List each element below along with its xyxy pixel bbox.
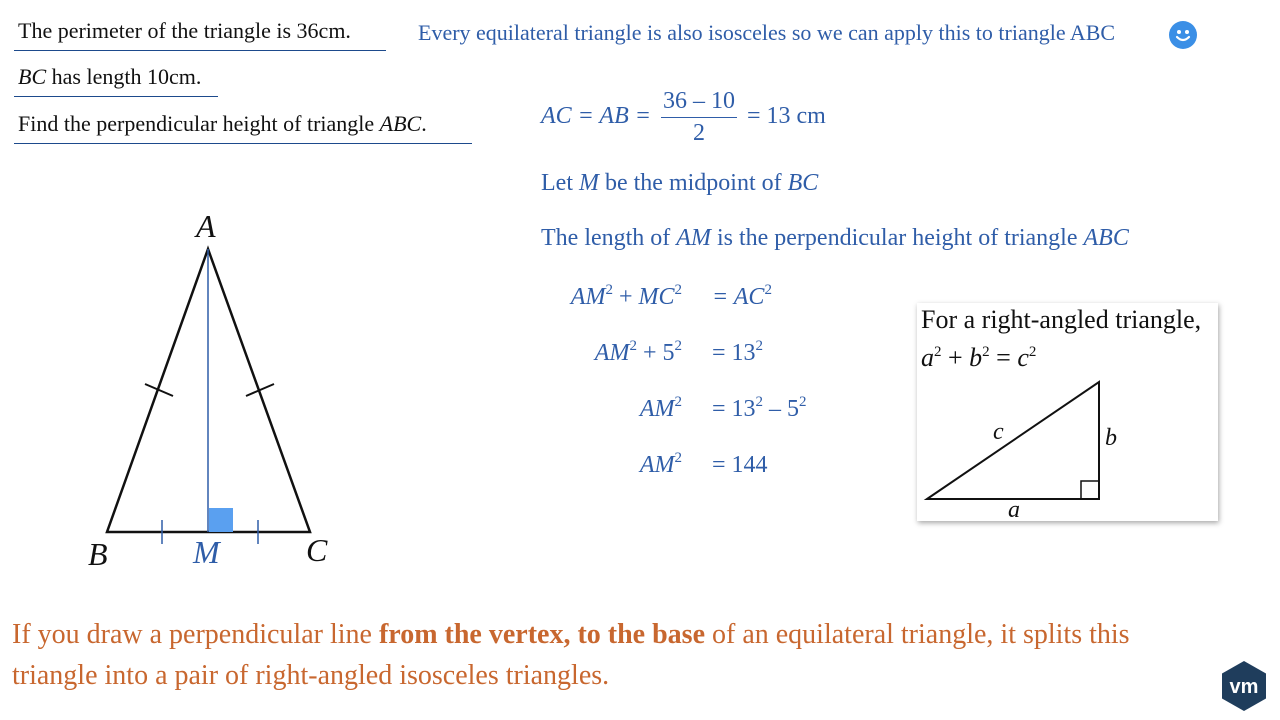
pythagoras-title: For a right-angled triangle, <box>921 305 1202 334</box>
vertex-label-b: B <box>88 536 108 572</box>
equation-row-3: $AM^2$ = $13^2 - 5^2$ <box>639 394 807 422</box>
vertex-label-c: C <box>306 532 328 568</box>
vm-logo-icon <box>1220 660 1268 712</box>
midpoint-statement: Let M be the midpoint of BC <box>541 170 819 196</box>
right-triangle-diagram <box>917 303 1218 521</box>
right-angle-marker <box>209 508 233 532</box>
equation-row-1: $AM^2 + MC^2$ = $AC^2$ <box>570 282 772 310</box>
explanation-text: If you draw a perpendicular line from the vertex, to the base of an equilateral triangle, it splits this triangle into a pair of right-angled isosceles triangles. <box>12 619 1130 691</box>
fraction: $\frac{36 - 10}{2}$ <box>662 88 735 146</box>
equilateral-note: Every equilateral triangle is also isosceles so we can apply this to triangle ABC <box>418 20 1116 45</box>
pythagoras-formula: $a^2 + b^2 = c^2$ <box>921 343 1037 372</box>
vertex-label-a: A <box>196 208 216 244</box>
midpoint-label-m: M <box>193 534 220 570</box>
side-label-c: c <box>993 419 1004 445</box>
question-line-1: The perimeter of the triangle is 36cm. <box>18 18 351 43</box>
side-length-calculation: AC = AB = $\frac{36 - 10}{2}$ = 13 cm <box>541 88 826 146</box>
side-label-a: a <box>1008 497 1020 523</box>
smiley-icon <box>1169 21 1197 49</box>
equation-row-4: $AM^2$ = 144 <box>639 450 768 478</box>
side-label-b: b <box>1105 425 1117 451</box>
svg-text:vm: vm <box>1229 676 1259 698</box>
height-statement: The length of AM is the perpendicular height of triangle ABC <box>541 225 1129 251</box>
question-line-3: Find the perpendicular height of triangle ABC. <box>18 111 427 136</box>
equation-row-2: $AM^2 + 5^2$ = $13^2$ <box>594 338 764 366</box>
isosceles-triangle-diagram <box>0 0 400 600</box>
pythagoras-reference-box <box>917 303 1218 521</box>
question-line-2: BC has length 10cm. <box>18 64 202 89</box>
